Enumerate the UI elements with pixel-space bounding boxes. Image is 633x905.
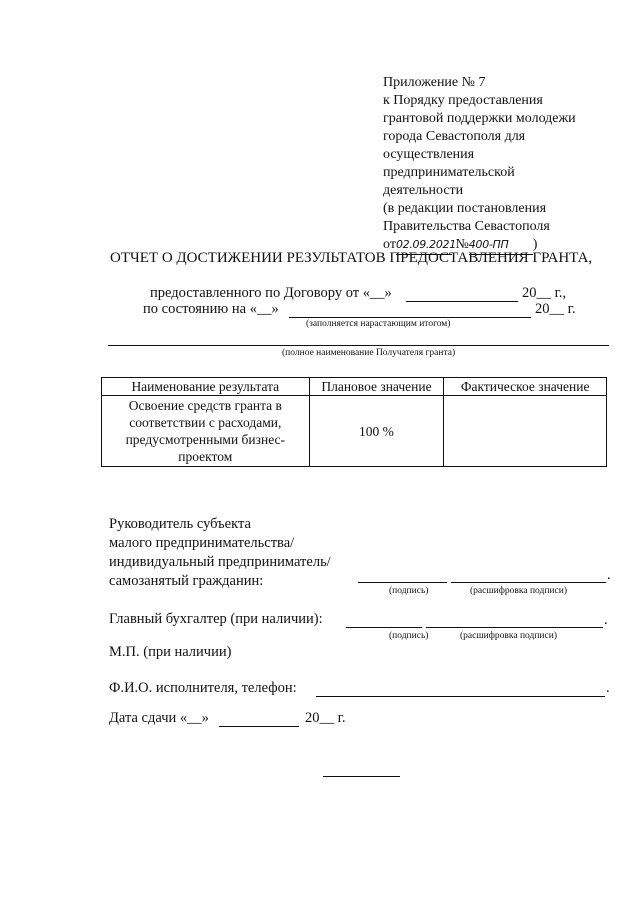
appendix-line: осуществления: [383, 147, 475, 162]
result-name-line: соответствии с расходами,: [129, 415, 282, 430]
cumulative-note: (заполняется нарастающим итогом): [306, 319, 451, 329]
accountant-label: Главный бухгалтер (при наличии):: [109, 611, 323, 627]
appendix-line: к Порядку предоставления: [383, 93, 543, 108]
result-name-line: Освоение средств гранта в: [128, 398, 282, 413]
head-label-line: малого предпринимательства/: [109, 535, 295, 551]
submission-date-field[interactable]: [219, 711, 299, 727]
accountant-decode-label: (расшифровка подписи): [460, 631, 557, 641]
table-header-row: [102, 378, 607, 396]
date-prefix: от: [383, 237, 396, 252]
state-year: 20__ г.: [535, 301, 576, 317]
result-name-line: предусмотренными бизнес-: [125, 432, 286, 447]
fact-value-cell[interactable]: [444, 396, 607, 467]
recipient-note: (полное наименование Получателя гранта): [282, 348, 456, 358]
appendix-line: деятельности: [383, 183, 464, 198]
appendix-line: грантовой поддержки молодежи: [383, 111, 576, 126]
submission-year: 20__ г.: [305, 710, 346, 726]
head-label-line: индивидуальный предприниматель/: [109, 554, 331, 570]
accountant-dot: .: [604, 612, 608, 628]
appendix-line: Приложение № 7: [383, 75, 486, 90]
appendix-block: [383, 74, 623, 255]
head-signature-field[interactable]: [358, 568, 447, 583]
bottom-separator: [323, 776, 400, 777]
header-result-name: Наименование результата: [102, 378, 310, 396]
handwritten-date: 02.09.2021: [395, 238, 456, 251]
report-title: ОТЧЕТ О ДОСТИЖЕНИИ РЕЗУЛЬТАТОВ ПРЕДОСТАВЛЕНИЯ ГРАНТА,: [110, 250, 593, 266]
appendix-line: (в редакции постановления: [383, 201, 547, 216]
contract-date-label: предоставленного по Договору от «__»: [150, 285, 392, 301]
appendix-line: города Севастополя для: [383, 129, 526, 144]
result-name-line: проектом: [178, 449, 233, 464]
result-name-cell: [102, 396, 310, 467]
contract-date-field[interactable]: [406, 286, 518, 302]
plan-value-cell: 100 %: [309, 396, 444, 467]
head-decode-field[interactable]: [451, 568, 606, 583]
results-table: [101, 377, 607, 467]
close-paren: ): [532, 237, 538, 252]
appendix-line: Правительства Севастополя: [383, 219, 550, 234]
stamp-label: М.П. (при наличии): [109, 644, 232, 660]
state-date-field[interactable]: [289, 302, 531, 318]
appendix-line: предпринимательской: [383, 165, 515, 180]
recipient-name-field[interactable]: [108, 330, 609, 346]
head-dot: .: [607, 567, 611, 583]
header-fact: Фактическое значение: [444, 378, 607, 396]
executor-field[interactable]: [316, 681, 605, 697]
table-row: [102, 396, 607, 467]
head-label-block: [109, 515, 331, 591]
handwritten-number: 400-ПП: [468, 238, 509, 251]
submission-date-label: Дата сдачи «__»: [109, 710, 209, 726]
accountant-signature-field[interactable]: [346, 613, 422, 628]
accountant-signature-label: (подпись): [389, 631, 429, 641]
head-decode-label: (расшифровка подписи): [470, 586, 567, 596]
head-signature-label: (подпись): [389, 586, 429, 596]
number-prefix: №: [455, 237, 469, 252]
accountant-decode-field[interactable]: [426, 613, 603, 628]
head-label-line: самозанятый гражданин:: [109, 573, 264, 589]
state-date-label: по состоянию на «__»: [143, 301, 279, 317]
executor-label: Ф.И.О. исполнителя, телефон:: [109, 680, 297, 696]
executor-dot: .: [606, 680, 610, 696]
header-plan: Плановое значение: [309, 378, 444, 396]
contract-year: 20__ г.,: [522, 285, 567, 301]
head-label-line: Руководитель субъекта: [109, 516, 251, 532]
